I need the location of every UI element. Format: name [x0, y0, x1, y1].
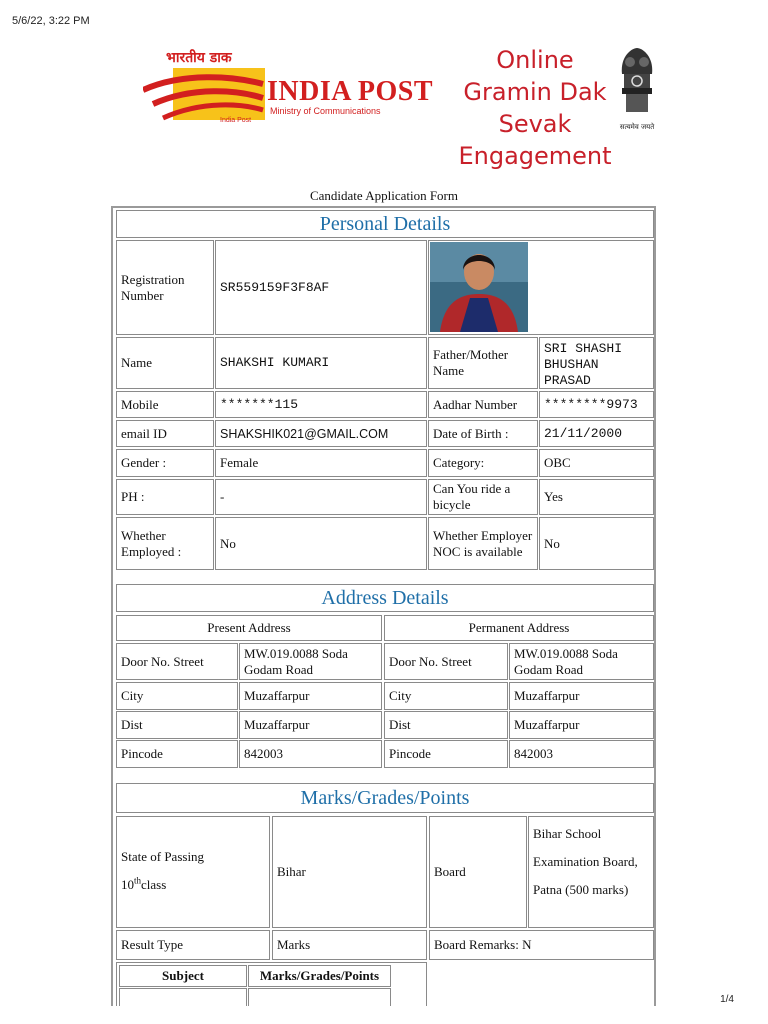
marks-heading: Marks/Grades/Points: [116, 783, 654, 813]
print-date: 5/6/22, 3:22 PM: [12, 15, 90, 27]
class-suffix: class: [141, 877, 167, 892]
pincode-label-present: Pincode: [116, 740, 238, 768]
employed-value: No: [215, 517, 427, 570]
emblem-motto: सत्यमेव जयते: [619, 123, 655, 131]
noc-label: Whether Employer NOC is available: [428, 517, 538, 570]
logo-hindi-text: भारतीय डाक: [166, 50, 232, 66]
dist-value-permanent: Muzaffarpur: [509, 711, 654, 739]
state-of-passing-label: State of Passing: [121, 849, 205, 864]
dob-label: Date of Birth :: [428, 420, 538, 447]
door-label-permanent: Door No. Street: [384, 643, 508, 680]
board-value: Bihar School Examination Board, Patna (500 marks): [528, 816, 654, 928]
logo-small-text: India Post: [220, 117, 252, 124]
headline-line: Sevak: [498, 110, 572, 138]
noc-value: No: [539, 517, 654, 570]
class-label: [121, 871, 265, 899]
dist-label-present: Dist: [116, 711, 238, 739]
category-value: OBC: [539, 449, 654, 477]
board-label: Board: [429, 816, 527, 928]
headline: [455, 44, 615, 172]
result-type-value: Marks: [272, 930, 427, 960]
name-label: Name: [116, 337, 214, 389]
candidate-photo: [430, 242, 528, 332]
personal-details-heading: Personal Details: [116, 210, 654, 238]
headline-line: Online: [496, 46, 574, 74]
headline-line: Engagement: [458, 142, 612, 170]
gender-label: Gender :: [116, 449, 214, 477]
class-number: 10: [121, 877, 134, 892]
registration-value: SR559159F3F8AF: [215, 240, 427, 335]
permanent-address-header: Permanent Address: [384, 615, 654, 641]
ph-value: -: [215, 479, 427, 515]
logo-subtitle: Ministry of Communications: [270, 106, 381, 116]
father-name-label: Father/Mother Name: [428, 337, 538, 389]
marks-header: Marks/Grades/Points: [248, 965, 391, 987]
email-value: SHAKSHIK021@GMAIL.COM: [215, 420, 427, 447]
state-of-passing-cell: [116, 816, 270, 928]
aadhar-label: Aadhar Number: [428, 391, 538, 418]
national-emblem-icon: [612, 44, 662, 124]
gender-value: Female: [215, 449, 427, 477]
subject-row-cell: [119, 988, 247, 1006]
city-value-present: Muzaffarpur: [239, 682, 382, 710]
door-value-permanent: MW.019.0088 Soda Godam Road: [509, 643, 654, 680]
door-value-present: MW.019.0088 Soda Godam Road: [239, 643, 382, 680]
dist-value-present: Muzaffarpur: [239, 711, 382, 739]
bicycle-value: Yes: [539, 479, 654, 515]
pincode-value-permanent: 842003: [509, 740, 654, 768]
mobile-value: *******115: [215, 391, 427, 418]
headline-line: Gramin Dak: [463, 78, 607, 106]
registration-label: Registration Number: [116, 240, 214, 335]
father-name-value: SRI SHASHI BHUSHAN PRASAD: [539, 337, 654, 389]
city-label-permanent: City: [384, 682, 508, 710]
present-address-header: Present Address: [116, 615, 382, 641]
ph-label: PH :: [116, 479, 214, 515]
marks-row-cell: [248, 988, 391, 1006]
pincode-label-permanent: Pincode: [384, 740, 508, 768]
pincode-value-present: 842003: [239, 740, 382, 768]
name-value: SHAKSHI KUMARI: [215, 337, 427, 389]
page-number: 1/4: [720, 994, 734, 1005]
board-remarks: Board Remarks: N: [429, 930, 654, 960]
address-details-heading: Address Details: [116, 584, 654, 612]
category-label: Category:: [428, 449, 538, 477]
dob-value: 21/11/2000: [539, 420, 654, 447]
email-label: email ID: [116, 420, 214, 447]
form-title: Candidate Application Form: [309, 188, 459, 203]
class-suffix-sup: th: [134, 875, 142, 886]
employed-label: Whether Employed :: [116, 517, 214, 570]
city-value-permanent: Muzaffarpur: [509, 682, 654, 710]
mobile-label: Mobile: [116, 391, 214, 418]
city-label-present: City: [116, 682, 238, 710]
bicycle-label: Can You ride a bicycle: [428, 479, 538, 515]
subject-header: Subject: [119, 965, 247, 987]
aadhar-value: ********9973: [539, 391, 654, 418]
result-type-label: Result Type: [116, 930, 270, 960]
dist-label-permanent: Dist: [384, 711, 508, 739]
door-label-present: Door No. Street: [116, 643, 238, 680]
state-value: Bihar: [272, 816, 427, 928]
logo-title: INDIA POST: [267, 76, 434, 107]
